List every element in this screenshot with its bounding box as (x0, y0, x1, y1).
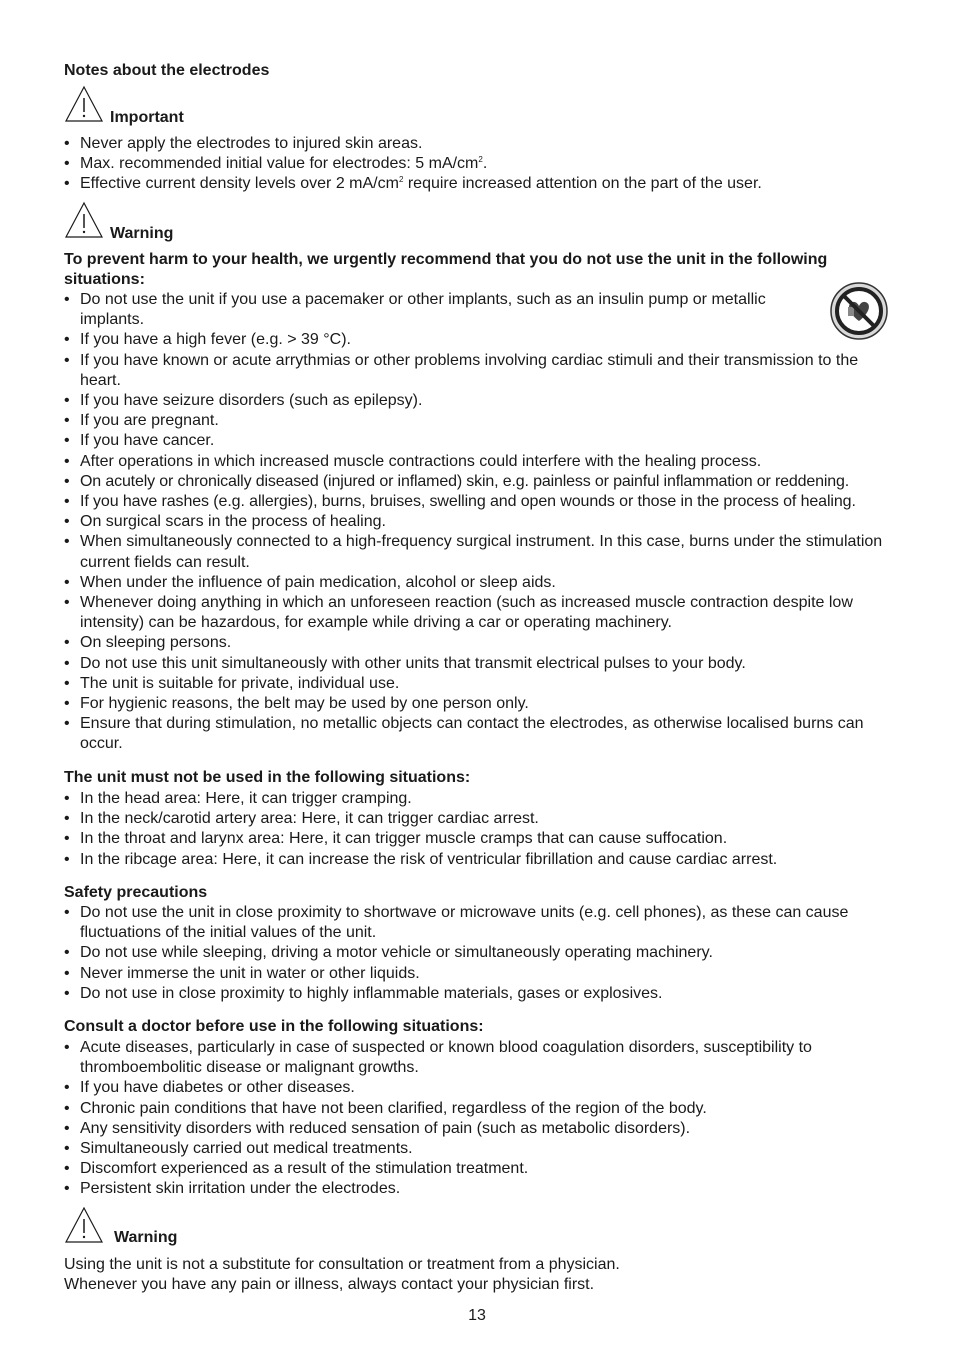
list-item: • If you have rashes (e.g. allergies), burns, bruises, swelling and open wounds or those in the process of healing. (64, 492, 890, 512)
warning-line-2: Whenever you have any pain or illness, always contact your physician first. (64, 1276, 595, 1293)
list-item: • On acutely or chronically diseased (injured or inflamed) skin, e.g. painless or painful inflammation or reddening. (64, 472, 890, 492)
list-item: • In the head area: Here, it can trigger cramping. (64, 789, 890, 809)
warning-triangle-icon (64, 84, 104, 124)
list-item: • If you have seizure disorders (such as epilepsy). (64, 391, 890, 411)
list-item: • Persistent skin irritation under the electrodes. (64, 1179, 890, 1199)
list-item: • Do not use the unit if you use a pacemaker or other implants, such as an insulin pump or metallic implants. (64, 290, 890, 330)
list-item: • When simultaneously connected to a high-frequency surgical instrument. In this case, burns under the stimulation current fields can result. (64, 532, 890, 572)
list-item: • In the ribcage area: Here, it can increase the risk of ventricular fibrillation and cause cardiac arrest. (64, 850, 890, 870)
list-item: • After operations in which increased muscle contractions could interfere with the healing process. (64, 452, 890, 472)
safety-title: Safety precautions (64, 884, 208, 901)
list-item: • If you have a high fever (e.g. > 39 °C). (64, 330, 890, 350)
list-item: • In the throat and larynx area: Here, it can trigger muscle cramps that can cause suffocation. (64, 829, 890, 849)
list-item: • Whenever doing anything in which an unforeseen reaction (such as increased muscle contraction despite low intensity) can be hazardous, for example while driving a car or operating machinery. (64, 593, 890, 633)
list-item: • Effective current density levels over 2 $mA/cm^2$ require increased attention on the part of the user. (64, 174, 890, 194)
warning-intro: To prevent harm to your health, we urgently recommend that you do not use the unit in the following situations: (64, 251, 828, 289)
list-item: • On sleeping persons. (64, 633, 890, 653)
list-item: • Discomfort experienced as a result of the stimulation treatment. (64, 1159, 890, 1179)
doctor-title: Consult a doctor before use in the following situations: (64, 1018, 484, 1035)
list-item: • Any sensitivity disorders with reduced sensation of pain (such as metabolic disorders). (64, 1119, 890, 1139)
important-alert (64, 84, 364, 132)
doctor-list (64, 1038, 890, 1200)
list-item: • Ensure that during stimulation, no metallic objects can contact the electrodes, as otherwise localised burns can occur. (64, 714, 890, 754)
list-item: • The unit is suitable for private, individual use. (64, 674, 890, 694)
safety-list (64, 903, 890, 1004)
list-item: • If you have known or acute arrythmias or other problems involving cardiac stimuli and their transmission to the heart. (64, 351, 890, 391)
list-item: • If you have diabetes or other diseases. (64, 1078, 890, 1098)
must-not-title: The unit must not be used in the following situations: (64, 769, 471, 786)
page-number: 13 (468, 1307, 486, 1324)
warning-triangle-icon (64, 1205, 104, 1245)
list-item: • Simultaneously carried out medical treatments. (64, 1139, 890, 1159)
warning-triangle-icon (64, 200, 104, 240)
list-item: • Chronic pain conditions that have not been clarified, regardless of the region of the body. (64, 1099, 890, 1119)
warning-list (64, 290, 890, 755)
important-label: Important (110, 109, 184, 126)
list-item: • Never apply the electrodes to injured skin areas. (64, 134, 890, 154)
warning-label: Warning (110, 225, 174, 242)
must-not-list (64, 789, 890, 870)
list-item: • Never immerse the unit in water or other liquids. (64, 964, 890, 984)
list-item: • If you have cancer. (64, 431, 890, 451)
warning-label-2: Warning (114, 1229, 178, 1246)
list-item: • Do not use while sleeping, driving a motor vehicle or simultaneously operating machinery. (64, 943, 890, 963)
list-item: • Do not use this unit simultaneously with other units that transmit electrical pulses to your body. (64, 654, 890, 674)
list-item: • Do not use the unit in close proximity to shortwave or microwave units (e.g. cell phones), as these can cause fluctuations of the initial values of the unit. (64, 903, 890, 943)
list-item: • Acute diseases, particularly in case of suspected or known blood coagulation disorders, susceptibility to thromboembolitic disease or malignant growths. (64, 1038, 890, 1078)
warning-alert (64, 200, 364, 248)
list-item: • On surgical scars in the process of healing. (64, 512, 890, 532)
list-item: • Do not use in close proximity to highly inflammable materials, gases or explosives. (64, 984, 890, 1004)
electrodes-title: Notes about the electrodes (64, 62, 270, 79)
warning-line-1: Using the unit is not a substitute for consultation or treatment from a physician. (64, 1256, 620, 1273)
list-item: • For hygienic reasons, the belt may be used by one person only. (64, 694, 890, 714)
list-item: • In the neck/carotid artery area: Here, it can trigger cardiac arrest. (64, 809, 890, 829)
list-item: • When under the influence of pain medication, alcohol or sleep aids. (64, 573, 890, 593)
list-item: • Max. recommended initial value for electrodes: 5 $mA/cm^2$. (64, 154, 890, 174)
electrodes-list (64, 134, 890, 195)
list-item: • If you are pregnant. (64, 411, 890, 431)
warning-alert-2 (64, 1205, 364, 1253)
